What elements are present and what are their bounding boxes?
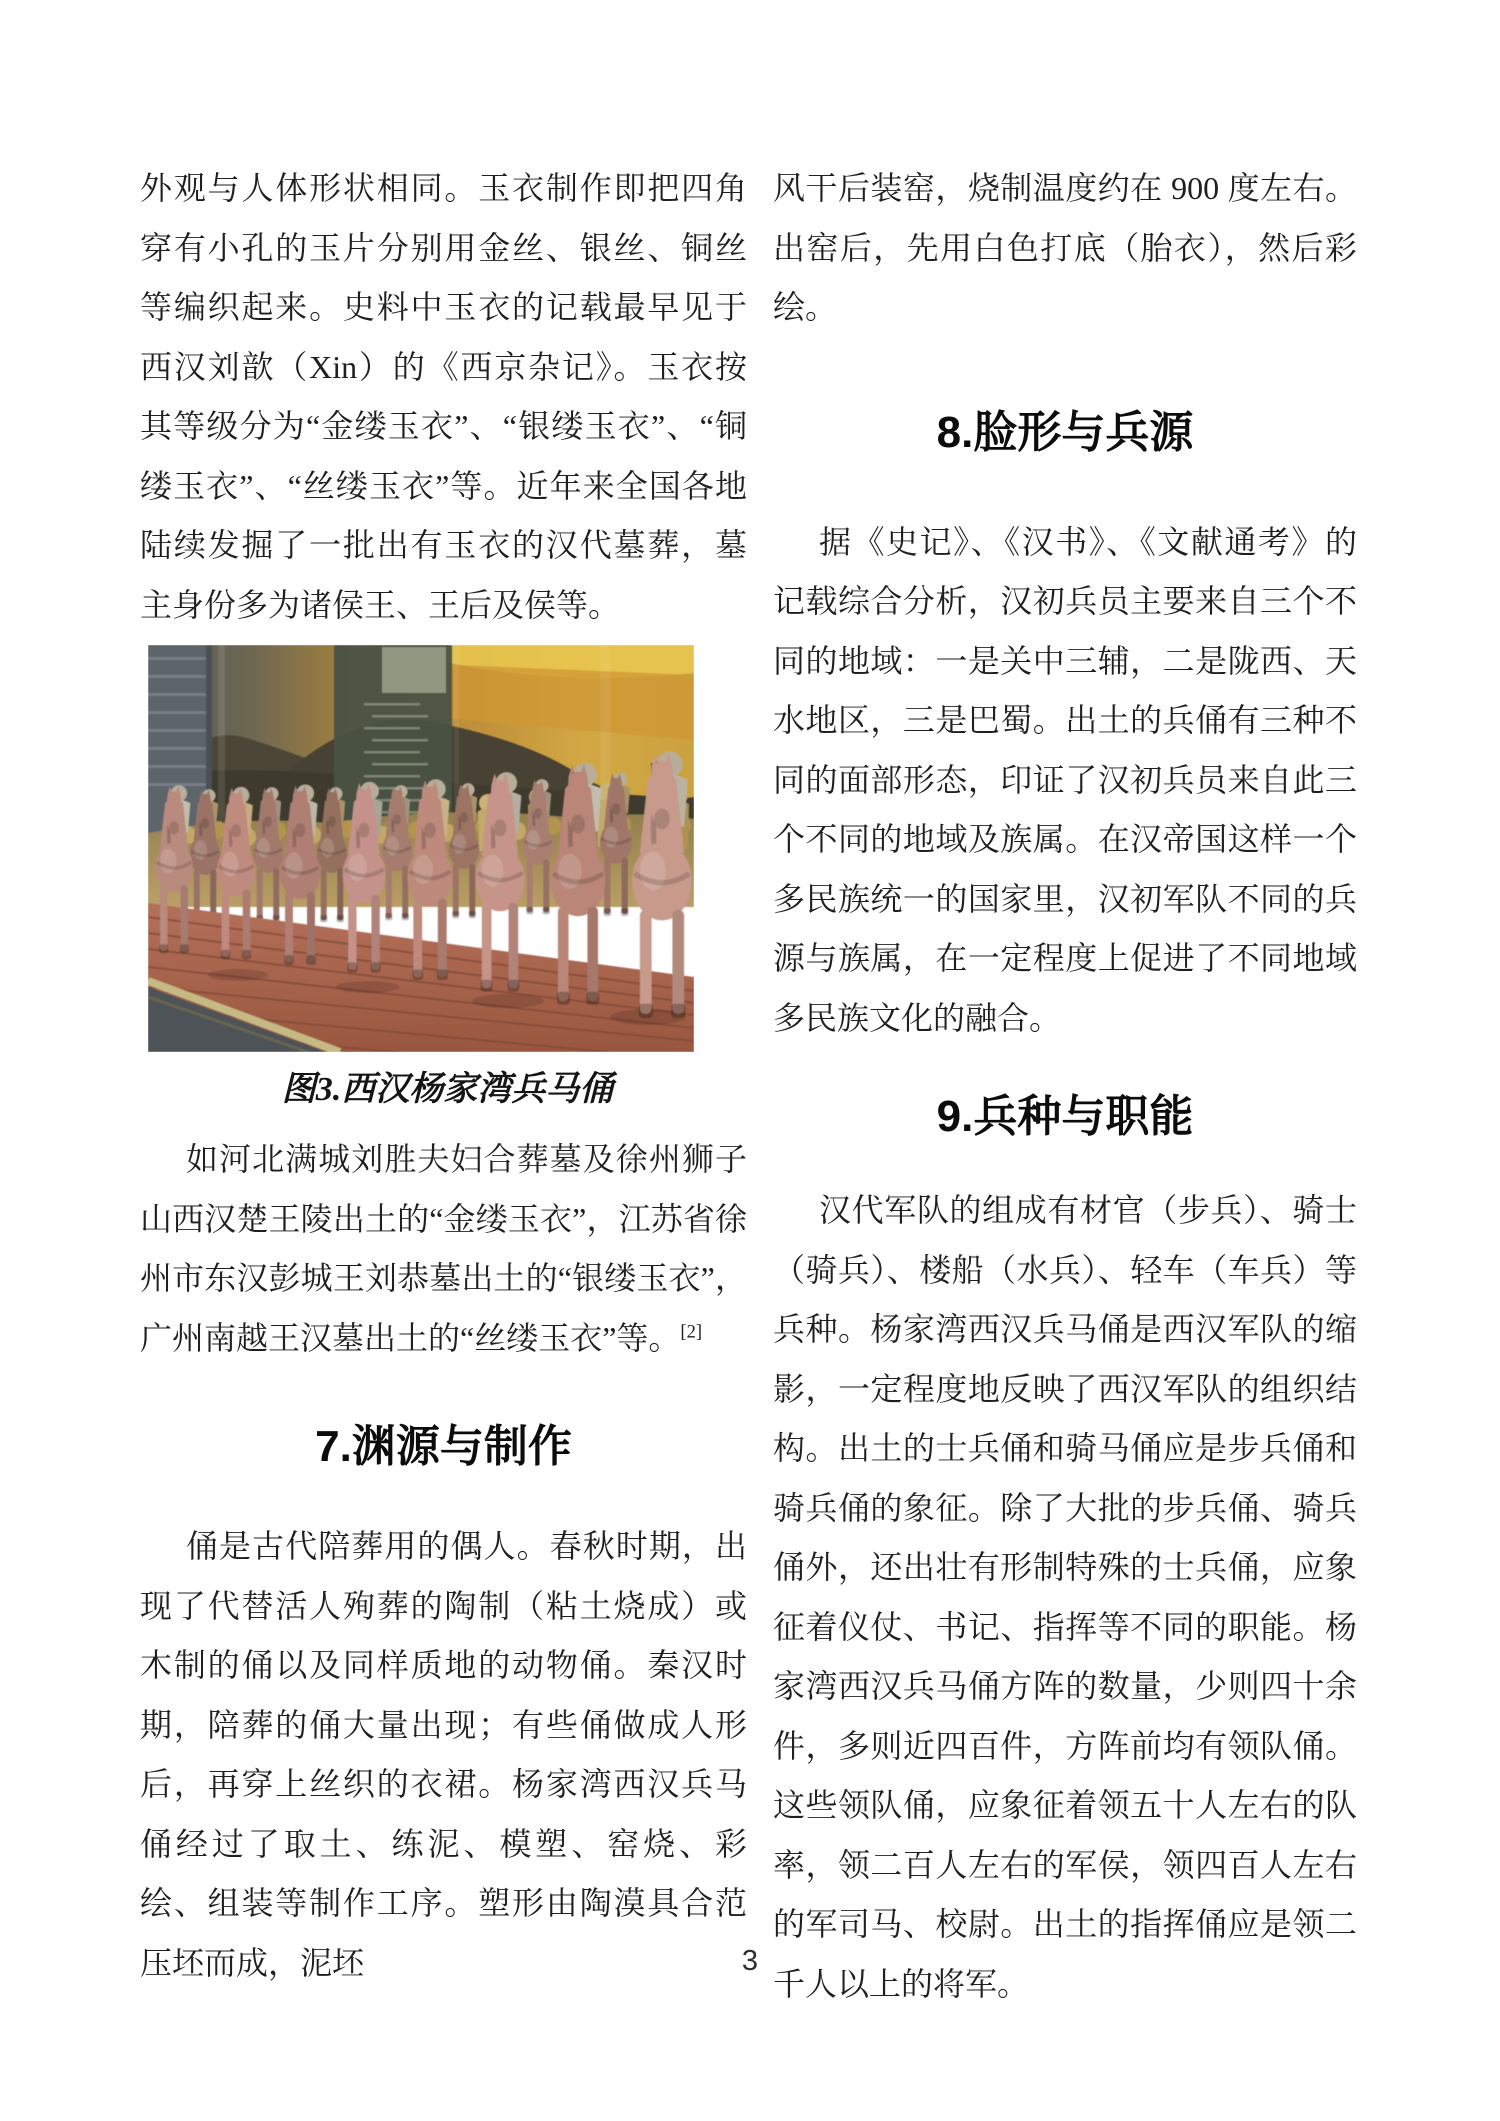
right-column [773, 159, 1357, 2014]
terracotta-cavalry-photo [148, 645, 694, 1052]
paragraph-origin-making: 俑是古代陪葬用的偶人。春秋时期，出现了代替活人殉葬的陶制（粘土烧成）或木制的俑以及同样质地的动物俑。秦汉时期，陪葬的俑大量出现；有些俑做成人形后，再穿上丝织的衣裙。杨家湾西汉兵马俑经过了取土、练泥、模塑、窑烧、彩绘、组装等制作工序。塑形由陶漠具合范压坯而成，泥坯 [140, 1528, 747, 1981]
paragraph-text: 如河北满城刘胜夫妇合葬墓及徐州狮子山西汉楚王陵出土的“金缕玉衣”，江苏省徐州市东汉彭城王刘恭墓出土的“银缕玉衣”，广州南越王汉墓出土的“丝缕玉衣”等。 [140, 1141, 747, 1356]
figure-caption: 图3.西汉杨家湾兵马俑 [281, 1071, 614, 1108]
section-8-heading: 8.脸形与兵源 [936, 407, 1194, 457]
paragraph-troop-types: 汉代军队的组成有材官（步兵）、骑士（骑兵）、楼船（水兵）、轻车（车兵）等兵种。杨家湾西汉兵马俑是西汉军队的缩影，一定程度地反映了西汉军队的组织结构。出土的士兵俑和骑马俑应是步兵俑和骑兵俑的象征。除了大批的步兵俑、骑兵俑外，还出壮有形制特殊的士兵俑，应象征着仪仗、书记、指挥等不同的职能。杨家湾西汉兵马俑方阵的数量，少则四十余件，多则近四百件，方阵前均有领队俑。这些领队俑，应象征着领五十人左右的队率，领二百人左右的军侯，领四百人左右的军司马、校尉。出土的指挥俑应是领二千人以上的将军。 [773, 1192, 1357, 2002]
section-7-heading: 7.渊源与制作 [315, 1422, 572, 1471]
paragraph-kiln-firing: 风干后装窑，烧制温度约在 900 度左右。出窑后，先用白色打底（胎衣），然后彩绘。 [773, 170, 1357, 325]
paragraph-face-types: 据《史记》、《汉书》、《文献通考》的记载综合分析，汉初兵员主要来自三个不同的地域：一是关中三辅，二是陇西、天水地区，三是巴蜀。出土的兵俑有三种不同的面部形态，印证了汉初兵员来自此三个不同的地域及族属。在汉帝国这样一个多民族统一的国家里，汉初军队不同的兵源与族属，在一定程度上促进了不同地域多民族文化的融合。 [773, 523, 1357, 1036]
figure-image [148, 645, 694, 1052]
reference-marker: [2] [680, 1320, 703, 1342]
page-number: 3 [741, 1945, 759, 1977]
paragraph-jade-suit: 外观与人体形状相同。玉衣制作即把四角穿有小孔的玉片分别用金丝、银丝、铜丝等编织起来。史料中玉衣的记载最早见于西汉刘歆（Xin）的《西京杂记》。玉衣按其等级分为“金缕玉衣”、“银缕玉衣”、“铜缕玉衣”、“丝缕玉衣”等。近年来全国各地陆续发掘了一批出有玉衣的汉代墓葬，墓主身份多为诸侯王、王后及侯等。 [140, 170, 747, 623]
figure-3 [148, 645, 747, 1112]
section-9-heading: 9.兵种与职能 [936, 1092, 1194, 1141]
left-column [140, 159, 747, 1993]
paragraph-jade-suit-examples [140, 1130, 747, 1368]
